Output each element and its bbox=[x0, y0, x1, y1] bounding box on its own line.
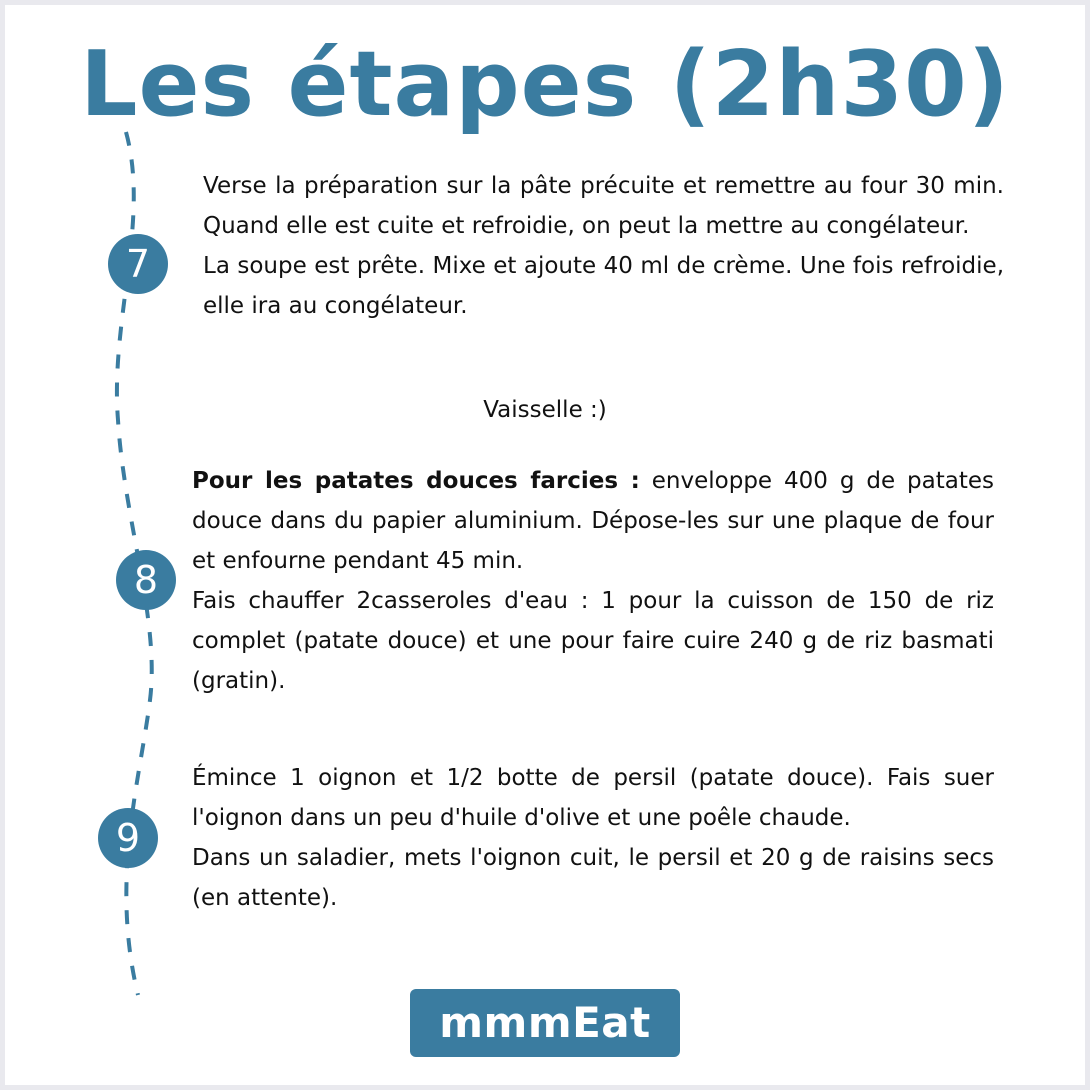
step-9-paragraph-2: Dans un saladier, mets l'oignon cuit, le persil et 20 g de raisins secs (en attente). bbox=[192, 845, 994, 911]
step-8-paragraph-2: Fais chauffer 2casseroles d'eau : 1 pour la cuisson de 150 de riz complet (patate douce) et une pour faire cuire 240 g de riz basmati (gratin). bbox=[192, 588, 994, 694]
step-9-paragraph-1: Émince 1 oignon et 1/2 botte de persil (patate douce). Fais suer l'oignon dans un peu d'huile d'olive et une poêle chaude. bbox=[192, 765, 994, 831]
step-number-badge: 9 bbox=[98, 808, 158, 868]
step-7-paragraph-1: Verse la préparation sur la pâte précuite et remettre au four 30 min. Quand elle est cuite et refroidie, on peut la mettre au congélateur. bbox=[203, 173, 1004, 239]
brand-logo: mmmEat bbox=[410, 989, 680, 1057]
step-number-badge: 8 bbox=[116, 550, 176, 610]
page-title: Les étapes (2h30) bbox=[80, 32, 1010, 137]
step-7-paragraph-2: La soupe est prête. Mixe et ajoute 40 ml de crème. Une fois refroidie, elle ira au congélateur. bbox=[203, 253, 1004, 319]
step-7-text bbox=[203, 166, 1004, 326]
step-9-text bbox=[192, 758, 994, 918]
step-number-badge: 7 bbox=[108, 234, 168, 294]
interlude-text: Vaisselle :) bbox=[483, 397, 607, 423]
step-8-paragraph-1 bbox=[192, 461, 994, 581]
step-8-text bbox=[192, 461, 994, 701]
step-8-lead-rest: enveloppe 400 g de patates douce dans du papier aluminium. Dépose-les sur une plaque de four et enfourne pendant 45 min. bbox=[192, 468, 994, 574]
step-8-bold-lead: Pour les patates douces farcies : bbox=[192, 468, 640, 494]
